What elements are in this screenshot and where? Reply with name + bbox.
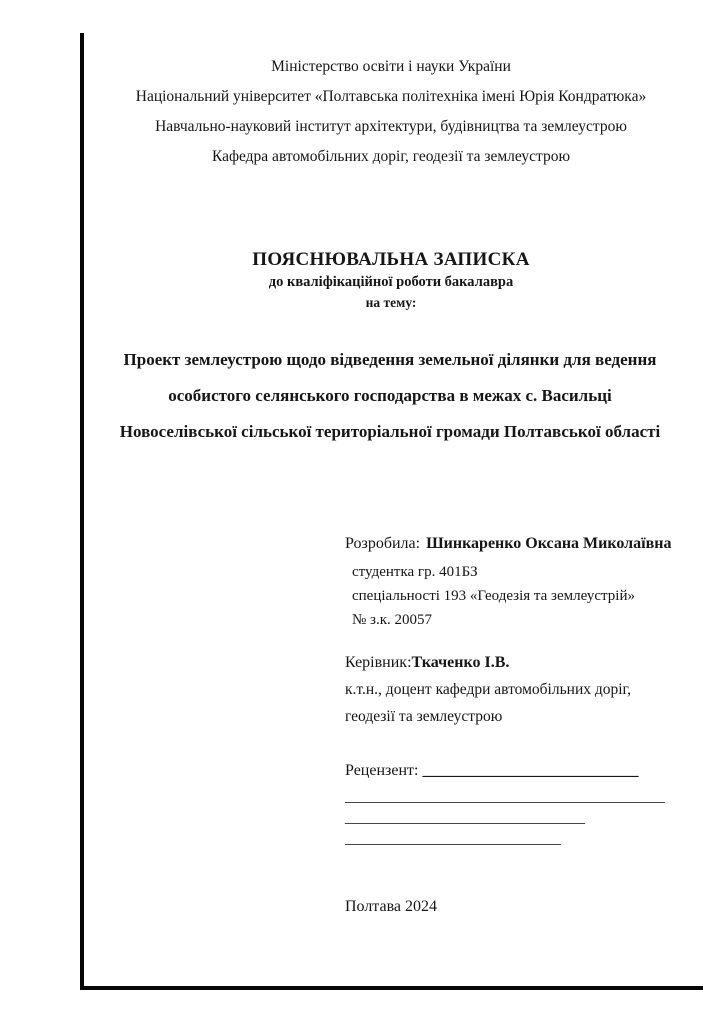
department-line: Кафедра автомобільних доріг, геодезії та землеустрою <box>211 148 571 165</box>
reviewer-line <box>345 756 677 786</box>
developer-info <box>345 560 677 632</box>
credits-block <box>345 528 677 849</box>
signature-line: ___________________________ <box>345 830 561 847</box>
supervisor-block <box>345 650 677 730</box>
institute-line: Навчально-науковий інститут архітектури, будівництва та землеустрою <box>155 118 627 135</box>
supervisor-name: Ткаченко І.В. <box>411 654 510 671</box>
developer-label: Розробила: <box>345 535 421 552</box>
document-type-block <box>86 248 696 312</box>
developer-name: Шинкаренко Оксана Миколаївна <box>426 535 672 552</box>
supervisor-description: к.т.н., доцент кафедри автомобільних доріг, геодезії та землеустрою <box>345 681 632 725</box>
supervisor-label: Керівник: <box>345 654 412 671</box>
developer-info-line: спеціальності 193 «Геодезія та землеустрій» <box>352 588 635 604</box>
signature-line: ______________________________ <box>345 809 585 826</box>
developer-info-line: № з.к. 20057 <box>352 612 433 628</box>
ministry-line: Міністерство освіти і науки України <box>271 58 511 75</box>
supervisor-line <box>345 650 677 676</box>
university-line: Національний університет «Полтавська політехніка імені Юрія Кондратюка» <box>135 88 647 105</box>
developer-line <box>345 528 677 560</box>
reviewer-block <box>345 756 677 849</box>
reviewer-label: Рецензент: <box>345 762 419 779</box>
developer-info-line: студентка гр. 401БЗ <box>352 564 478 580</box>
signature-line: ________________________________________ <box>345 788 665 805</box>
topic-label: на тему: <box>365 295 417 310</box>
page-border-left <box>80 33 84 990</box>
reviewer-blank: ___________________________ <box>422 762 639 779</box>
document-subtitle: до кваліфікаційної роботи бакалавра <box>268 274 514 290</box>
institution-header <box>86 52 696 172</box>
city-year: Полтава 2024 <box>344 898 438 915</box>
page-border-bottom <box>80 986 703 990</box>
thesis-topic: Проект землеустрою щодо відведення земельної ділянки для ведення особистого селянського господарства в межах с. Васильці Новоселівської сільської територіальної громади Полтавської області <box>119 350 661 441</box>
document-title: ПОЯСНЮВАЛЬНА ЗАПИСКА <box>252 249 530 270</box>
